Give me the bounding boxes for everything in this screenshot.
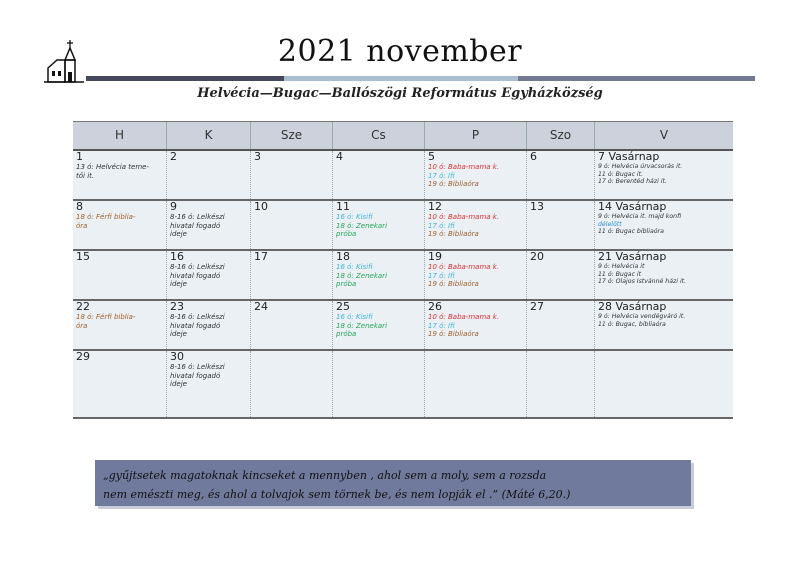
event-line: 19 ó: Bibliaóra <box>428 330 479 338</box>
day-cell[interactable] <box>527 201 595 249</box>
event-line: próba <box>336 280 357 288</box>
day-number: 1 <box>76 151 83 163</box>
event-line: 8-16 ó: Lelkészi <box>170 263 225 271</box>
event-line: délelőtt <box>598 220 622 228</box>
day-cell[interactable] <box>595 151 733 199</box>
day-number: 2 <box>170 151 177 163</box>
event-line: 18 ó: Zenekari <box>336 221 388 230</box>
event-line: 17 ó: Ifi <box>428 271 455 280</box>
event-line: tői it. <box>76 171 95 180</box>
event-line: 17 ó: Ifi <box>428 321 455 330</box>
bible-quote-box <box>95 460 691 506</box>
event-line: 17 ó: Ifi <box>428 221 455 230</box>
event-line: 17 ó: Ifi <box>428 171 455 180</box>
title-underline-dark <box>86 76 284 81</box>
day-number: 11 <box>336 201 350 213</box>
day-number: 13 <box>530 201 544 213</box>
day-cell[interactable] <box>73 201 167 249</box>
day-number: 6 <box>530 151 537 163</box>
day-number: 3 <box>254 151 261 163</box>
quote-line-2: nem emészti meg, és ahol a tolvajok sem törnek be, és nem lopják el .” (Máté 6,20.) <box>103 488 571 501</box>
event-line: 18 ó: Férfi biblia- <box>76 313 136 321</box>
day-number: 16 <box>170 251 184 263</box>
event-line: próba <box>336 230 357 238</box>
event-line: 9 ó: Helvécia it <box>598 263 645 270</box>
event-line: hivatal fogadó <box>170 371 221 380</box>
event-line: óra <box>76 321 88 330</box>
day-cell[interactable] <box>251 251 333 299</box>
event-line: 8-16 ó: Lelkészi <box>170 213 225 221</box>
event-line: 11 ó: Bugac bibliaóra <box>598 228 664 235</box>
day-cell[interactable] <box>73 251 167 299</box>
event-line: ideje <box>170 280 187 288</box>
page-title: 2021 november <box>277 34 523 69</box>
event-line: 17 ó: Berentéd házi it. <box>598 178 667 185</box>
day-number: 12 <box>428 201 442 213</box>
calendar-grid <box>73 121 733 419</box>
day-cell[interactable] <box>425 351 527 417</box>
event-line: ideje <box>170 330 187 338</box>
day-number: 20 <box>530 251 544 263</box>
event-line: 18 ó: Férfi biblia- <box>76 213 136 221</box>
day-cell[interactable] <box>73 151 167 199</box>
day-number: 7 Vasárnap <box>598 151 660 163</box>
event-line: hivatal fogadó <box>170 321 221 330</box>
day-number: 4 <box>336 151 343 163</box>
week-row <box>73 201 733 251</box>
event-line: 11 ó: Bugac it <box>598 270 642 278</box>
day-number: 22 <box>76 301 90 313</box>
quote-line-1: „gyűjtsetek magatoknak kincseket a mennyben , ahol sem a moly, sem a rozsda <box>103 469 547 482</box>
day-number: 26 <box>428 301 442 313</box>
day-cell[interactable] <box>527 301 595 349</box>
day-cell[interactable] <box>333 251 425 299</box>
week-row <box>73 351 733 419</box>
event-line: hivatal fogadó <box>170 271 221 280</box>
day-cell[interactable] <box>527 151 595 199</box>
day-cell[interactable] <box>251 151 333 199</box>
day-number: 9 <box>170 201 177 213</box>
event-line: 10 ó: Baba-mama k. <box>428 313 500 321</box>
event-line: hivatal fogadó <box>170 221 221 230</box>
day-cell[interactable] <box>527 251 595 299</box>
weekday-header <box>73 121 733 151</box>
title-underline-light <box>284 76 518 81</box>
day-number: 15 <box>76 251 90 263</box>
event-line: 13 ó: Helvécia teme- <box>76 163 149 171</box>
event-line: 18 ó: Zenekari <box>336 271 388 280</box>
day-cell[interactable] <box>251 351 333 417</box>
event-line: 19 ó: Bibliaóra <box>428 180 479 188</box>
weekday-header-cell: K <box>167 122 251 149</box>
day-number: 8 <box>76 201 83 213</box>
church-icon <box>44 38 84 86</box>
day-cell[interactable] <box>73 351 167 417</box>
event-line: óra <box>76 221 88 230</box>
event-line: 16 ó: Kisifi <box>336 263 373 271</box>
day-cell[interactable] <box>595 201 733 249</box>
day-cell[interactable] <box>251 201 333 249</box>
event-line: 9 ó: Helvécia vendégváró it. <box>598 313 686 320</box>
day-number: 27 <box>530 301 544 313</box>
day-number: 21 Vasárnap <box>598 251 667 263</box>
event-line: próba <box>336 330 357 338</box>
day-number: 24 <box>254 301 268 313</box>
event-line: 18 ó: Zenekari <box>336 321 388 330</box>
event-line: 11 ó: Bugac it. <box>598 170 644 178</box>
event-line: 10 ó: Baba-mama k. <box>428 213 500 221</box>
day-cell[interactable] <box>167 251 251 299</box>
day-cell[interactable] <box>73 301 167 349</box>
congregation-name: Helvécia—Bugac—Ballószögi Református Egyházközség <box>197 86 603 101</box>
day-cell[interactable] <box>425 151 527 199</box>
day-cell[interactable] <box>333 301 425 349</box>
day-number: 25 <box>336 301 350 313</box>
day-number: 23 <box>170 301 184 313</box>
weekday-header-cell: V <box>659 128 669 142</box>
day-number: 19 <box>428 251 442 263</box>
day-number: 17 <box>254 251 268 263</box>
event-line: 16 ó: Kisifi <box>336 213 373 221</box>
day-cell[interactable] <box>167 151 251 199</box>
event-line: 17 ó: Olajos Istvánné házi it. <box>598 278 687 285</box>
event-line: 8-16 ó: Lelkészi <box>170 313 225 321</box>
day-cell[interactable] <box>333 151 425 199</box>
day-cell[interactable] <box>333 351 425 417</box>
event-line: 10 ó: Baba-mama k. <box>428 163 500 171</box>
day-number: 18 <box>336 251 350 263</box>
day-number: 28 Vasárnap <box>598 301 667 313</box>
day-cell[interactable] <box>425 251 527 299</box>
day-cell[interactable] <box>167 201 251 249</box>
event-line: 9 ó: Helvécia úrvacsorás it. <box>598 163 683 170</box>
event-line: 11 ó: Bugac, bibliaóra <box>598 320 666 328</box>
weekday-header-cell: Szo <box>527 122 595 149</box>
day-number: 30 <box>170 351 184 363</box>
week-row <box>73 301 733 351</box>
weekday-header-cell: Cs <box>333 122 425 149</box>
day-cell[interactable] <box>333 201 425 249</box>
day-cell[interactable] <box>251 301 333 349</box>
day-number: 14 Vasárnap <box>598 201 667 213</box>
week-row <box>73 251 733 301</box>
day-cell[interactable] <box>595 251 733 299</box>
weekday-header-cell: Sze <box>251 122 333 149</box>
event-line: ideje <box>170 380 187 388</box>
weekday-header-cell: P <box>425 122 527 149</box>
week-row <box>73 151 733 201</box>
day-number: 10 <box>254 201 268 213</box>
day-cell[interactable] <box>595 301 733 349</box>
day-cell[interactable] <box>167 351 251 417</box>
day-cell[interactable] <box>595 351 733 417</box>
event-line: 9 ó: Helvécia it. majd konfi <box>598 213 682 220</box>
event-line: 19 ó: Bibliaóra <box>428 230 479 238</box>
event-line: 8-16 ó: Lelkészi <box>170 363 225 371</box>
weekday-header-cell: H <box>73 122 167 149</box>
day-number: 29 <box>76 351 90 363</box>
event-line: 16 ó: Kisifi <box>336 313 373 321</box>
title-underline-mid <box>518 76 755 81</box>
day-number: 5 <box>428 151 435 163</box>
day-cell[interactable] <box>167 301 251 349</box>
day-cell[interactable] <box>425 201 527 249</box>
day-cell[interactable] <box>527 351 595 417</box>
event-line: 10 ó: Baba-mama k. <box>428 263 500 271</box>
event-line: ideje <box>170 230 187 238</box>
event-line: 19 ó: Bibliaóra <box>428 280 479 288</box>
day-cell[interactable] <box>425 301 527 349</box>
